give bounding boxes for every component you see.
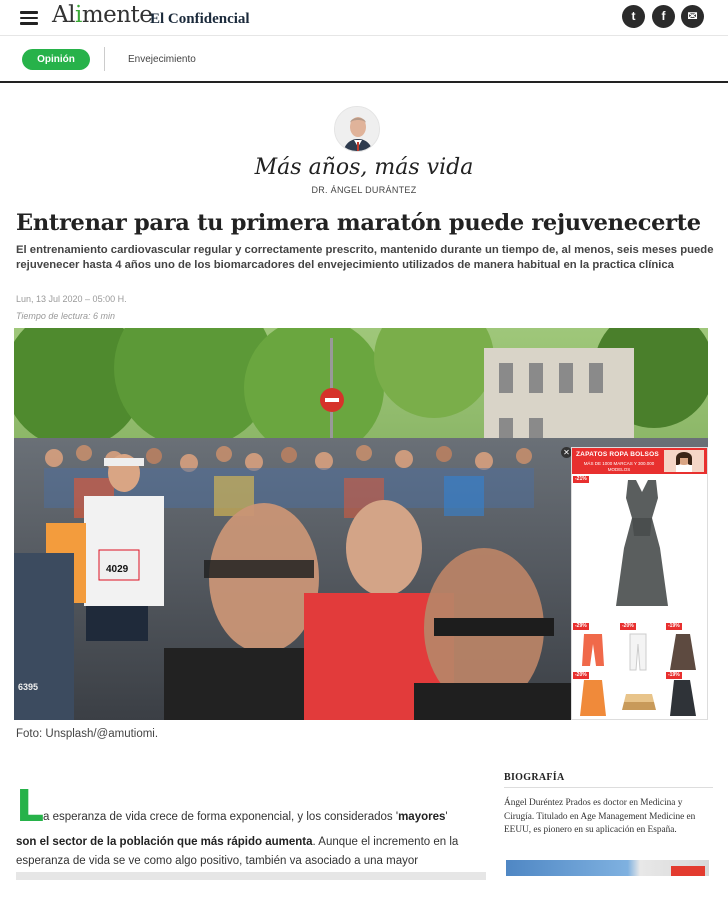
article-subtitle: El entrenamiento cardiovascular regular y correctamente prescrito, mantenido durante un tiempo de, al menos, seis meses puede rejuvenecer hasta 4 años uno de los biomarcadores del envejecimiento utilizados de manera habitual en la practica clínica	[16, 244, 714, 271]
partner-logo[interactable]: El Confidencial	[150, 11, 250, 27]
facebook-icon[interactable]: f	[652, 5, 675, 28]
discount-badge: -29%	[575, 623, 587, 629]
top-header	[0, 0, 728, 36]
article-paragraph-cutoff	[16, 872, 486, 880]
biography-text: Ángel Duréntez Prados es doctor en Medicina y Cirugía. Titulado en Age Management Medicine en EEUU, es pionero en su aplicación en España.	[504, 798, 696, 835]
divider	[104, 47, 105, 71]
article-paragraph-line: esperanza de vida se ve como algo positivo, también va asociado a una mayor	[16, 855, 419, 867]
discount-badge: -20%	[575, 672, 587, 678]
promo-badge	[671, 866, 705, 876]
sidebar-promo-banner[interactable]	[506, 860, 709, 876]
section-pill-opinion[interactable]: Opinión	[22, 49, 90, 70]
author-avatar[interactable]	[334, 106, 380, 152]
reading-time: Tiempo de lectura: 6 min	[16, 311, 115, 321]
brand-logo[interactable]: Alimente	[52, 2, 153, 28]
blog-title[interactable]: Más años, más vida	[254, 155, 474, 180]
runner-bib-number: 4029	[106, 564, 129, 575]
hamburger-menu-icon[interactable]	[20, 11, 38, 24]
ad-categories: ZAPATOS ROPA BOLSOS	[576, 451, 659, 458]
drop-cap: L	[16, 781, 45, 832]
article-paragraph-line: son el sector de la población que más rápido aumenta. Aunque el incremento en la	[16, 836, 459, 848]
blog-author[interactable]: DR. ÁNGEL DURÁNTEZ	[311, 185, 417, 195]
section-nav	[0, 37, 728, 83]
article-paragraph-line: a esperanza de vida crece de forma exponencial, y los considerados 'mayores'	[43, 811, 448, 823]
ad-close-icon[interactable]: ✕	[561, 447, 572, 458]
divider	[504, 787, 713, 788]
ad-header	[572, 448, 708, 474]
photo-caption: Foto: Unsplash/@amutiomi.	[16, 728, 159, 740]
mail-icon[interactable]: ✉	[681, 5, 704, 28]
article-date: Lun, 13 Jul 2020 – 05:00 H.	[16, 294, 127, 304]
twitter-icon[interactable]: t	[622, 5, 645, 28]
discount-badge: -19%	[668, 672, 680, 678]
ad-model-image	[664, 450, 704, 472]
dress-product-image	[602, 478, 682, 613]
author-portrait	[335, 107, 380, 152]
ad-products-grid	[572, 630, 708, 720]
ad-tagline: MÁS DE 1000 MARCAS Y 300.000 MODELOS	[583, 461, 655, 472]
biography-heading: BIOGRAFÍA	[504, 772, 565, 783]
runner-bib-number: 6395	[18, 682, 39, 692]
article-headline: Entrenar para tu primera maratón puede rejuvenecerte	[16, 210, 701, 236]
advertisement[interactable]	[571, 447, 708, 720]
discount-badge: -19%	[668, 623, 680, 629]
discount-badge: -21%	[575, 476, 587, 482]
tag-link[interactable]: Envejecimiento	[128, 54, 196, 65]
discount-badge: -20%	[622, 623, 634, 629]
